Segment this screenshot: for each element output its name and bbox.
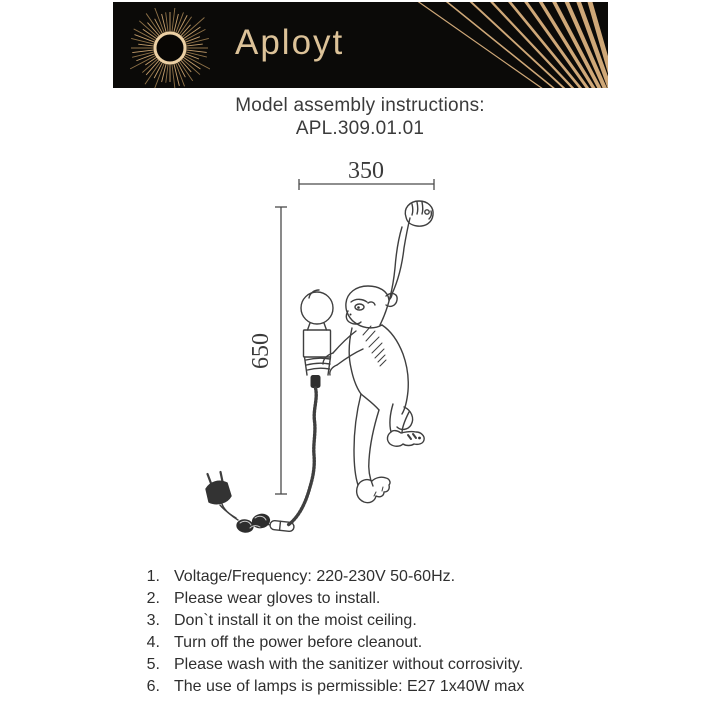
- item-number: 1.: [146, 568, 160, 585]
- plug-icon: [206, 472, 236, 518]
- item-text: Don`t install it on the moist ceiling.: [174, 612, 417, 629]
- cable-knot: [236, 513, 270, 533]
- monkey-figure: [323, 201, 433, 503]
- item-text: Turn off the power before cleanout.: [174, 634, 423, 651]
- item-number: 6.: [146, 678, 160, 695]
- dimension-height-label: 650: [248, 333, 274, 369]
- power-cord: [206, 388, 316, 533]
- list-item: [130, 588, 524, 610]
- dimension-height: [248, 207, 287, 494]
- item-text: Please wash with the sanitizer without corrosivity.: [174, 656, 524, 673]
- instructions-list: [130, 566, 524, 698]
- model-number: APL.309.01.01: [295, 118, 425, 139]
- list-item: [130, 654, 524, 676]
- bulb-lamp: [301, 290, 333, 388]
- item-number: 4.: [146, 634, 160, 651]
- item-text: Please wear gloves to install.: [174, 590, 381, 607]
- dimension-width: [299, 158, 434, 190]
- list-item: [130, 566, 524, 588]
- item-text: Voltage/Frequency: 220-230V 50-60Hz.: [174, 568, 456, 585]
- brand-wordmark: Aployt: [235, 23, 345, 62]
- item-number: 3.: [146, 612, 160, 629]
- list-item: [130, 632, 524, 654]
- inline-switch: [270, 520, 295, 531]
- dimension-width-label: 350: [348, 158, 384, 184]
- title-line: Model assembly instructions:: [235, 95, 485, 116]
- item-number: 5.: [146, 656, 160, 673]
- item-text: The use of lamps is permissible: E27 1x40W max: [174, 678, 525, 695]
- list-item: [130, 676, 524, 698]
- list-item: [130, 610, 524, 632]
- item-number: 2.: [146, 590, 160, 607]
